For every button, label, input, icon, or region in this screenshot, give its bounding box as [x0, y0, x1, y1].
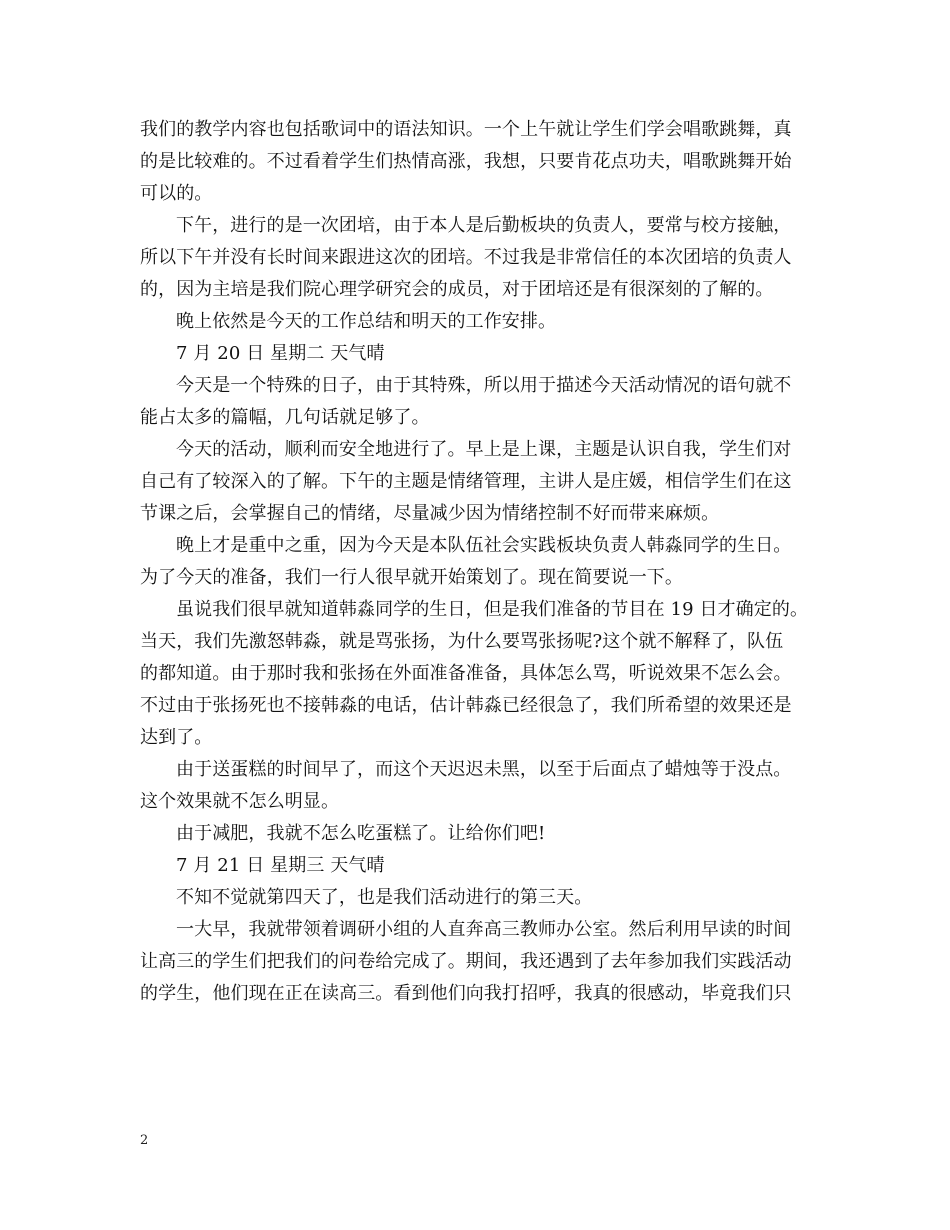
text-line: 能占太多的篇幅，几句话就足够了。 [140, 407, 430, 428]
page-number: 2 [140, 1133, 149, 1148]
text-line: 的是比较难的。不过看着学生们热情高涨，我想，只要肯花点功夫，唱歌跳舞开始 [140, 151, 792, 172]
text-line: 我们的教学内容也包括歌词中的语法知识。一个上午就让学生们学会唱歌跳舞，真 [140, 119, 792, 140]
text-line: 由于减肥，我就不怎么吃蛋糕了。让给你们吧! [176, 823, 546, 844]
text-line: 自己有了较深入的了解。下午的主题是情绪管理，主讲人是庄媛，相信学生们在这 [140, 471, 792, 492]
text-line: 为了今天的准备，我们一行人很早就开始策划了。现在简要说一下。 [140, 567, 683, 588]
text-line: 的，因为主培是我们院心理学研究会的成员，对于团培还是有很深刻的了解的。 [140, 279, 774, 300]
text-line: 这个效果就不怎么明显。 [140, 791, 340, 812]
text-line: 今天是一个特殊的日子，由于其特殊，所以用于描述今天活动情况的语句就不 [176, 375, 792, 396]
text-line: 下午，进行的是一次团培，由于本人是后勤板块的负责人，要常与校方接触， [176, 215, 792, 236]
text-line: 所以下午并没有长时间来跟进这次的团培。不过我是非常信任的本次团培的负责人 [140, 247, 792, 268]
text-line: 虽说我们很早就知道韩淼同学的生日，但是我们准备的节目在 19 日才确定的。 [176, 599, 809, 620]
text-line: 由于送蛋糕的时间早了，而这个天迟迟未黑，以至于后面点了蜡烛等于没点。 [176, 759, 792, 780]
text-line: 不知不觉就第四天了，也是我们活动进行的第三天。 [176, 887, 593, 908]
text-line: 晚上依然是今天的工作总结和明天的工作安排。 [176, 311, 557, 332]
text-line: 让高三的学生们把我们的问卷给完成了。期间，我还遇到了去年参加我们实践活动 [140, 951, 792, 972]
text-line: 的都知道。由于那时我和张扬在外面准备准备，具体怎么骂，听说效果不怎么会。 [140, 663, 792, 684]
text-line: 7 月 20 日 星期二 天气晴 [176, 343, 385, 364]
document-body [140, 114, 820, 1010]
text-line: 可以的。 [140, 183, 213, 204]
text-line: 晚上才是重中之重，因为今天是本队伍社会实践板块负责人韩淼同学的生日。 [176, 535, 792, 556]
text-line: 7 月 21 日 星期三 天气晴 [176, 855, 385, 876]
text-line: 节课之后，会掌握自己的情绪，尽量减少因为情绪控制不好而带来麻烦。 [140, 503, 720, 524]
text-line: 今天的活动，顺利而安全地进行了。早上是上课，主题是认识自我，学生们对 [176, 439, 792, 460]
text-line: 的学生，他们现在正在读高三。看到他们向我打招呼，我真的很感动，毕竟我们只 [140, 983, 792, 1004]
text-line: 当天，我们先激怒韩淼，就是骂张扬，为什么要骂张扬呢?这个就不解释了，队伍 [140, 631, 784, 652]
text-line: 不过由于张扬死也不接韩淼的电话，估计韩淼已经很急了，我们所希望的效果还是 [140, 695, 792, 716]
text-line: 一大早，我就带领着调研小组的人直奔高三教师办公室。然后利用早读的时间 [176, 919, 792, 940]
text-line: 达到了。 [140, 727, 213, 748]
